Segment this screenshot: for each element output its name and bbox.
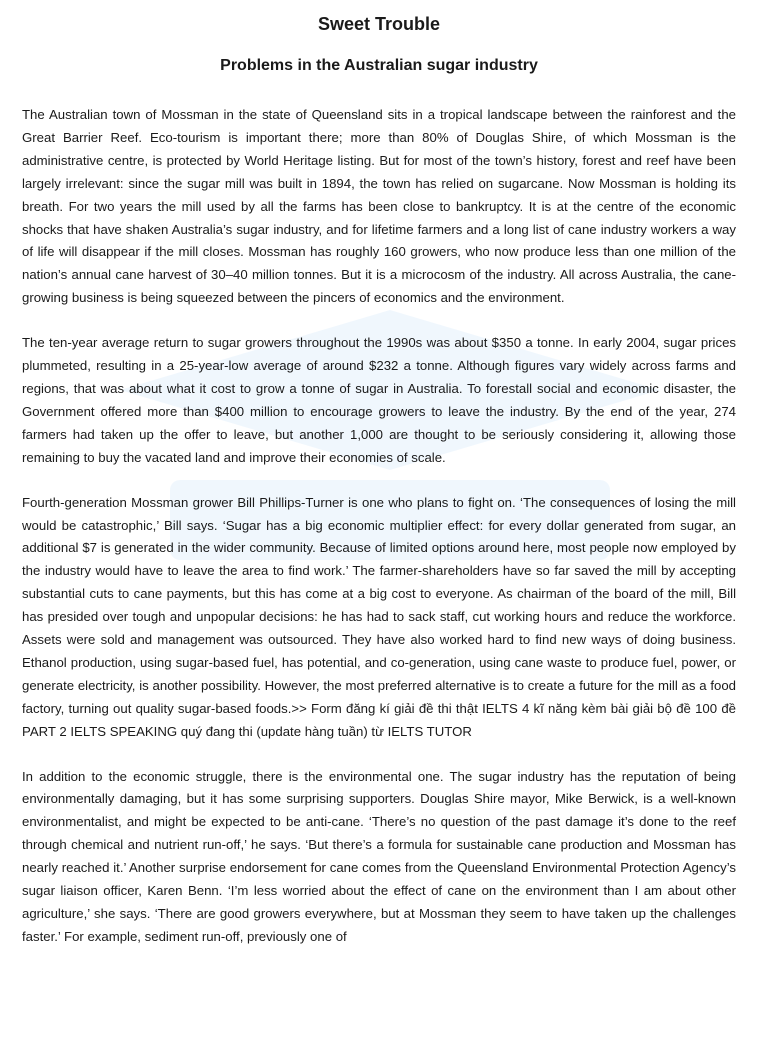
paragraph-2: The ten-year average return to sugar growers throughout the 1990s was about $350 a tonne. In early 2004, sugar prices plummeted, resulting in a 25-year-low average of around $232 a tonne. Although figures vary widely across farms and regions, that was about what it cost to grow a tonne of sugar in Australia. To forestall social and economic disaster, the Government offered more than $400 million to encourage growers to leave the industry. By the end of the year, 274 farmers had taken up the offer to leave, but another 1,000 are thought to be seriously considering it, allowing those remaining to buy the vacated land and improve their economies of scale. (22, 335, 736, 465)
paragraph-1: The Australian town of Mossman in the state of Queensland sits in a tropical landscape between the rainforest and the Great Barrier Reef. Eco-tourism is important there; more than 80% of Douglas Shire, of which Mossman is the administrative centre, is protected by World Heritage listing. But for most of the town’s history, forest and reef have been largely irrelevant: since the sugar mill was built in 1894, the town has relied on sugarcane. Now Mossman is holding its breath. For two years the mill used by all the farms has been close to bankruptcy. It is at the centre of the economic shocks that have shaken Australia’s sugar industry, and for lifetime farmers and a long list of cane industry workers a way of life will disappear if the mill closes. Mossman has roughly 160 growers, who now produce less than one million of the nation’s annual cane harvest of 30–40 million tonnes. But it is a microcosm of the industry. All across Australia, the cane-growing business is being squeezed between the pincers of economics and the environment. (22, 107, 736, 306)
document-title: Sweet Trouble (317, 14, 441, 34)
paragraph-4: In addition to the economic struggle, there is the environmental one. The sugar industry has the reputation of being environmentally damaging, but it has some surprising supporters. Douglas Shire mayor, Mike Berwick, is a well-known environmentalist, and might be expected to be anti-cane. ‘There’s no question of the past damage it’s done to the reef through chemical and nutrient run-off,’ he says. ‘But there’s a formula for sustainable cane production and Mossman has nearly reached it.’ Another surprise endorsement for cane comes from the Queensland Environmental Protection Agency’s sugar liaison officer, Karen Benn. ‘I’m less worried about the effect of cane on the environment than I am about other agriculture,’ she says. ‘There are good growers everywhere, but at Mossman they seem to have taken up the challenges faster.’ For example, sediment run-off, previously one of (22, 768, 736, 944)
paragraph-3: Fourth-generation Mossman grower Bill Phillips-Turner is one who plans to fight on. ‘The consequences of losing the mill would be catastrophic,’ Bill says. ‘Sugar has a big economic multiplier effect: for every dollar generated from sugar, an additional $7 is generated in the wider community. Because of limited options around here, most people now employed by the industry would have to leave the area to find work.’ The farmer-shareholders have so far saved the mill by accepting substantial cuts to cane payments, but this has come at a big cost to everyone. As chairman of the board of the mill, Bill has presided over tough and unpopular decisions: he has had to sack staff, cut working hours and reduce the workforce. Assets were sold and management was outsourced. They have also worked hard to find new ways of doing business. Ethanol production, using sugar-based fuel, has potential, and co-generation, using cane waste to produce fuel, power, or generate electricity, is another possibility. However, the most preferred alternative is to create a future for the mill as a food factory, turning out quality sugar-based foods.>> Form đăng kí giải đề thi thật IELTS 4 kĩ năng kèm bài giải bộ đề 100 đề PART 2 IELTS SPEAKING quý đang thi (update hàng tuần) từ IELTS TUTOR (22, 494, 736, 739)
document-subtitle: Problems in the Australian sugar industry (220, 57, 538, 74)
document-page (22, 12, 736, 971)
document-body (22, 104, 736, 949)
